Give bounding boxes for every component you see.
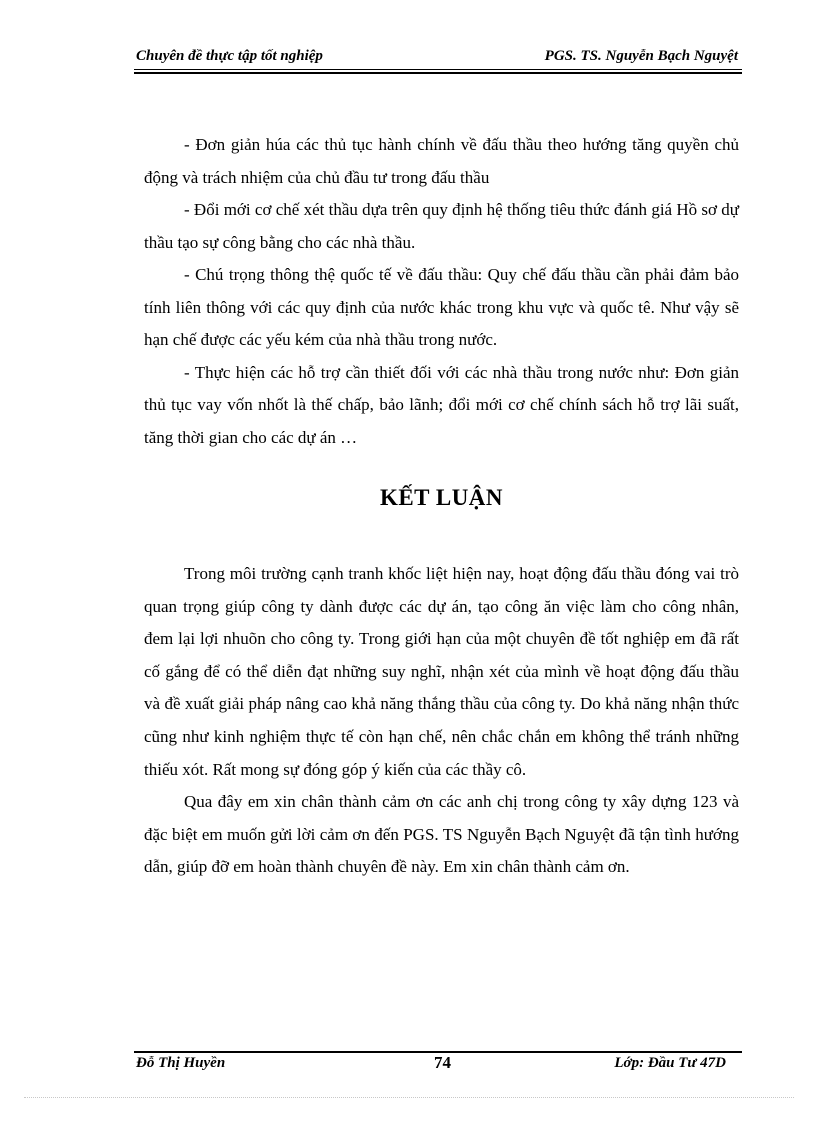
header-document-title: Chuyên đề thực tập tốt nghiệp: [136, 48, 323, 64]
paragraph: Trong môi trường cạnh tranh khốc liệt hiện nay, hoạt động đấu thầu đóng vai trò quan trọng giúp công ty dành được các dự án, tạo công ăn việc làm cho công nhân, đem lại lợi nhuõn cho công ty. Trong giới hạn của một chuyên đề tốt nghiệp em đã rất cố gắng để có thể diễn đạt những suy nghĩ, nhận xét của mình về hoạt động đấu thầu và đề xuất giải pháp nâng cao khả năng thắng thầu của công ty. Do khả năng nhận thức cũng như kinh nghiệm thực tế còn hạn chế, nên chắc chắn em không thể tránh những thiếu xót. Rất mong sự đóng góp ý kiến của các thầy cô.: [144, 564, 739, 779]
page-header: [134, 48, 742, 70]
header-rule-thick: [134, 72, 742, 74]
recommendations-section: [144, 129, 739, 454]
page-number: 74: [434, 1053, 451, 1072]
paragraph: - Đơn giản húa các thủ tục hành chính về đấu thầu theo hướng tăng quyền chủ động và trách nhiệm của chủ đầu tư trong đấu thầu: [144, 135, 739, 187]
page-edge-divider: [24, 1097, 794, 1098]
paragraph: - Đổi mới cơ chế xét thầu dựa trên quy định hệ thống tiêu thức đánh giá Hồ sơ dự thầu tạo sự công bằng cho các nhà thầu.: [144, 200, 739, 252]
header-rule-thin: [134, 69, 742, 70]
page-footer: [134, 1055, 742, 1077]
conclusion-heading: KẾT LUẬN: [379, 485, 504, 510]
conclusion-section: [144, 558, 739, 884]
footer-author: Đỗ Thị Huyền: [136, 1055, 226, 1071]
paragraph: - Chú trọng thông thệ quốc tế về đấu thầu: Quy chế đấu thầu cần phải đảm bảo tính liên thông với các quy định của nước khác trong khu vực và quốc tê. Như vậy sẽ hạn chế được các yếu kém của nhà thầu trong nước.: [144, 265, 739, 349]
footer-class: Lớp: Đầu Tư 47D: [614, 1055, 726, 1071]
paragraph: - Thực hiện các hỗ trợ cần thiết đối với các nhà thầu trong nước như: Đơn giản thủ tục vay vốn nhốt là thế chấp, bảo lãnh; đổi mới cơ chế chính sách hỗ trợ lãi suất, tăng thời gian cho các dự án …: [144, 362, 739, 447]
header-supervisor: PGS. TS. Nguyễn Bạch Nguyệt: [544, 48, 738, 64]
paragraph: Qua đây em xin chân thành cảm ơn các anh chị trong công ty xây dựng 123 và đặc biệt em muốn gửi lời cảm ơn đến PGS. TS Nguyễn Bạch Nguyệt đã tận tình hướng dẫn, giúp đỡ em hoàn thành chuyên đề này. Em xin chân thành cảm ơn.: [144, 792, 739, 877]
